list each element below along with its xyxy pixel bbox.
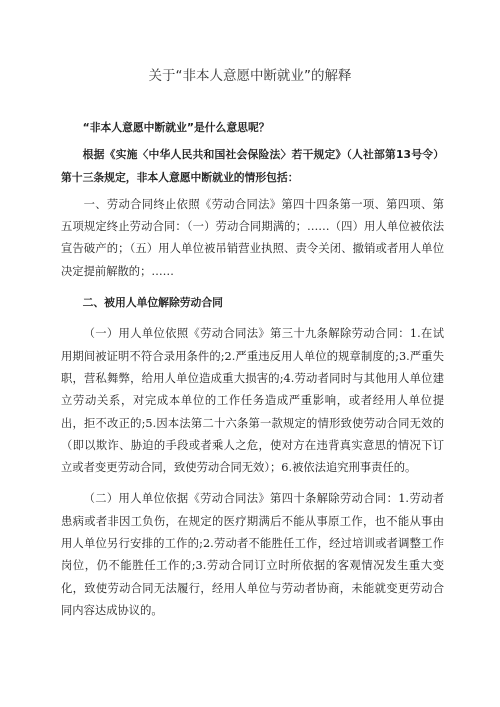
item-1-paragraph: 一、劳动合同终止依照《劳动合同法》第四十四条第一项、第四项、第五项规定终止劳动合同：（一）劳动合同期满的；……（四）用人单位被依法宣告破产的；（五）用人单位被吊销营业执照、责令关闭、撤销或者用人单位决定提前解散的；…… <box>61 197 444 278</box>
item-2-2-paragraph: （二）用人单位依据《劳动合同法》第四十条解除劳动合同：1.劳动者患病或者非因工负伤，在规定的医疗期满后不能从事原工作，也不能从事由用人单位另行安排的工作的;2.劳动者不能胜任工作，经过培训或者调整工作岗位，仍不能胜任工作的;3.劳动合同订立时所依据的客观情况发生重大变化，致使劳动合同无法履行，经用人单位与劳动者协商，未能就变更劳动合同内容达成协议的。 <box>61 492 444 617</box>
item-2-heading: 二、被用人单位解除劳动合同 <box>82 296 223 310</box>
document-title: 关于“非本人意愿中断就业”的解释 <box>148 68 352 84</box>
legal-basis: 根据《实施〈中华人民共和国社会保险法〉若干规定》（人社部第13号令）第十三条规定，非本人意愿中断就业的情形包括： <box>61 148 444 184</box>
question-heading: “非本人意愿中断就业”是什么意思呢？ <box>82 121 270 134</box>
document-body <box>61 117 444 622</box>
item-2-1-paragraph: （一）用人单位依照《劳动合同法》第三十九条解除劳动合同：1.在试用期间被证明不符合录用条件的;2.严重违反用人单位的规章制度的;3.严重失职，营私舞弊，给用人单位造成重大损害的;4.劳动者同时与其他用人单位建立劳动关系，对完成本单位的工作任务造成严重影响，或者经用人单位提出，拒不改正的;5.因本法第二十六条第一款规定的情形致使劳动合同无效的（即以欺诈、胁迫的手段或者乘人之危，使对方在违背真实意思的情况下订立或者变更劳动合同，致使劳动合同无效）；6.被依法追究刑事责任的。 <box>61 327 444 475</box>
